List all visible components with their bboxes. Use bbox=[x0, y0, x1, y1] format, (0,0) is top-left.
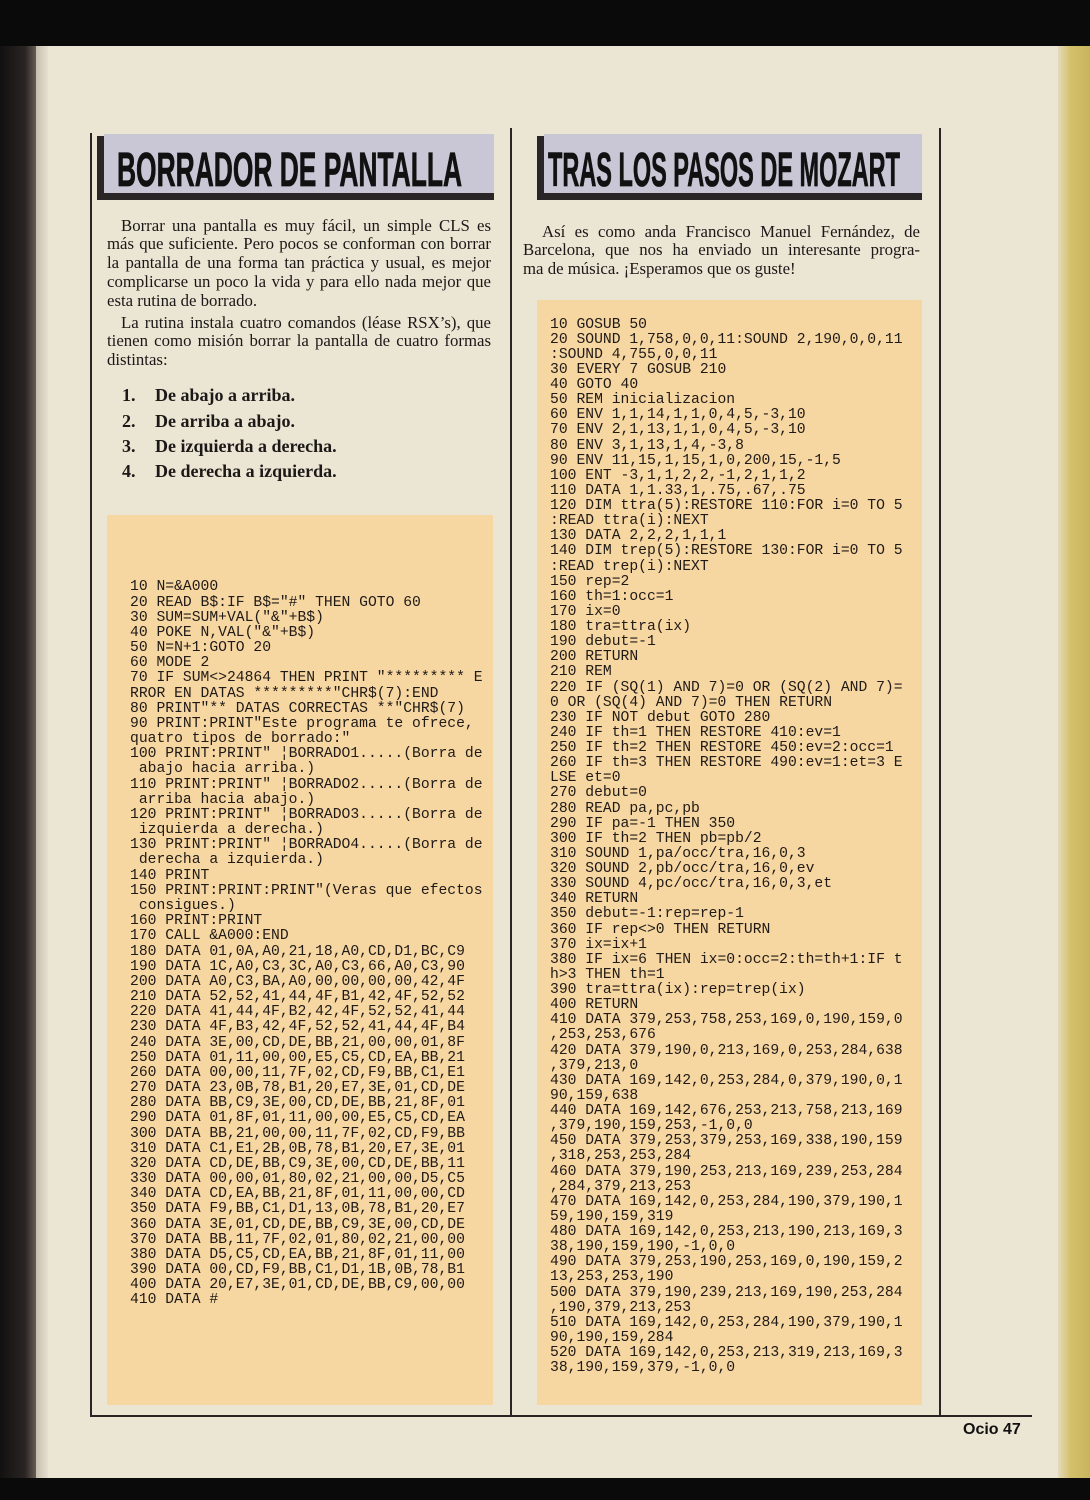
code-line: 320 DATA CD,DE,BB,C9,3E,00,CD,DE,BB,11 bbox=[130, 1155, 465, 1172]
code-line: 180 tra=ttra(ix) bbox=[550, 619, 692, 635]
code-line: 300 DATA BB,21,00,00,11,7F,02,CD,F9,BB bbox=[130, 1125, 465, 1142]
code-line: 130 PRINT:PRINT" ¦BORRADO4.....(Borra de bbox=[130, 837, 483, 854]
code-line: 380 IF ix=6 THEN ix=0:occ=2:th=th+1:IF t bbox=[550, 951, 903, 968]
code-line: 490 DATA 379,253,190,253,169,0,190,159,2 bbox=[550, 1254, 903, 1271]
code-line: 170 ix=0 bbox=[550, 603, 621, 620]
code-line: 400 DATA 20,E7,3E,01,CD,DE,BB,C9,00,00 bbox=[130, 1277, 465, 1294]
page-binding-edge bbox=[36, 46, 48, 1478]
code-line: 38,190,159,190,-1,0,0 bbox=[550, 1239, 736, 1256]
code-line: 100 ENT -3,1,1,2,2,-1,2,1,1,2 bbox=[550, 467, 806, 484]
right-column-rule bbox=[939, 128, 941, 1417]
code-line: 40 POKE N,VAL("&"+B$) bbox=[130, 624, 316, 641]
code-line: 420 DATA 379,190,0,213,169,0,253,284,638 bbox=[550, 1042, 903, 1059]
code-line: RROR EN DATAS *********"CHR$(7):END bbox=[130, 685, 439, 702]
code-line: 260 IF th=3 THEN RESTORE 490:ev=1:et=3 E bbox=[550, 755, 903, 772]
code-line: 340 RETURN bbox=[550, 891, 639, 908]
list-number: 4. bbox=[122, 461, 136, 481]
code-line: 400 RETURN bbox=[550, 997, 639, 1014]
scan-top-border bbox=[0, 0, 1090, 46]
code-line: :READ ttra(i):NEXT bbox=[550, 513, 709, 530]
code-line: 500 DATA 379,190,239,213,169,190,253,284 bbox=[550, 1284, 903, 1301]
code-line: 460 DATA 379,190,253,213,169,239,253,284 bbox=[550, 1163, 903, 1180]
code-line: 230 IF NOT debut GOTO 280 bbox=[550, 709, 771, 726]
code-line: 350 debut=-1:rep=rep-1 bbox=[550, 906, 744, 923]
code-line: 270 DATA 23,0B,78,B1,20,E7,3E,01,CD,DE bbox=[130, 1080, 465, 1097]
page-right-edge bbox=[1058, 46, 1090, 1478]
code-line: arriba hacia abajo.) bbox=[130, 791, 316, 808]
code-line: 470 DATA 169,142,0,253,284,190,379,190,1 bbox=[550, 1193, 903, 1210]
code-line: 60 ENV 1,1,14,1,1,0,4,5,-3,10 bbox=[550, 407, 806, 424]
code-line: quatro tipos de borrado:" bbox=[130, 731, 351, 748]
code-line: 340 DATA CD,EA,BB,21,8F,01,11,00,00,CD bbox=[130, 1186, 465, 1203]
paragraph-line: La rutina instala cuatro comandos (léase RSX’s), que bbox=[121, 312, 491, 332]
paragraph-line: esta rutina de borrado. bbox=[107, 290, 258, 310]
code-line: 40 GOTO 40 bbox=[550, 377, 639, 393]
list-item bbox=[122, 460, 422, 482]
code-line: 210 DATA 52,52,41,44,4F,B1,42,4F,52,52 bbox=[130, 989, 465, 1006]
code-line: 240 DATA 3E,00,CD,DE,BB,21,00,00,01,8F bbox=[130, 1034, 465, 1051]
code-line: :READ trep(i):NEXT bbox=[550, 558, 709, 575]
right-article-intro bbox=[523, 223, 920, 279]
code-line: 370 DATA BB,11,7F,02,01,80,02,21,00,00 bbox=[130, 1231, 465, 1248]
code-line: 170 CALL &A000:END bbox=[130, 928, 289, 945]
list-number: 3. bbox=[122, 436, 136, 456]
code-line: 290 IF pa=-1 THEN 350 bbox=[550, 815, 736, 832]
list-item bbox=[122, 435, 422, 457]
code-line: 90,159,638 bbox=[550, 1087, 639, 1104]
code-line: 280 READ pa,pc,pb bbox=[550, 800, 700, 817]
scan-bottom-border bbox=[0, 1478, 1090, 1500]
code-line: 360 DATA 3E,01,CD,DE,BB,C9,3E,00,CD,DE bbox=[130, 1216, 465, 1233]
code-line: 38,190,159,379,-1,0,0 bbox=[550, 1360, 736, 1377]
code-line: 380 DATA D5,C5,CD,EA,BB,21,8F,01,11,00 bbox=[130, 1246, 465, 1263]
code-line: 240 IF th=1 THEN RESTORE 410:ev=1 bbox=[550, 724, 841, 741]
list-item bbox=[122, 410, 422, 432]
code-line: 80 PRINT"** DATAS CORRECTAS **"CHR$(7) bbox=[130, 700, 465, 717]
code-line: ,318,253,253,284 bbox=[550, 1148, 692, 1165]
code-line: 120 DIM ttra(5):RESTORE 110:FOR i=0 TO 5 bbox=[550, 498, 903, 514]
code-line: 190 DATA 1C,A0,C3,3C,A0,C3,66,A0,C3,90 bbox=[130, 958, 465, 975]
code-line: 10 GOSUB 50 bbox=[550, 316, 647, 333]
code-line: LSE et=0 bbox=[550, 770, 621, 787]
paragraph-line: Barcelona, que nos ha enviado un interesante progra- bbox=[523, 240, 920, 260]
code-line: 90 PRINT:PRINT"Este programa te ofrece, bbox=[130, 715, 474, 732]
code-line: 300 IF th=2 THEN pb=pb/2 bbox=[550, 830, 762, 847]
code-line: derecha a izquierda.) bbox=[130, 852, 324, 869]
paragraph-line: complicarse un poco la vida y para ello nada mejor que bbox=[107, 271, 491, 291]
paragraph-line: más que suficiente. Pero pocos se conforman con borrar bbox=[107, 234, 491, 254]
code-line: consigues.) bbox=[130, 898, 236, 914]
code-line: ,284,379,213,253 bbox=[550, 1178, 692, 1195]
code-line: 190 debut=-1 bbox=[550, 634, 656, 651]
code-line: 150 rep=2 bbox=[550, 573, 630, 590]
code-line: 30 EVERY 7 GOSUB 210 bbox=[550, 361, 727, 378]
code-line: 450 DATA 379,253,379,253,169,338,190,159 bbox=[550, 1133, 903, 1150]
code-line: 320 SOUND 2,pb/occ/tra,16,0,ev bbox=[550, 861, 815, 877]
code-line: 440 DATA 169,142,676,253,213,758,213,169 bbox=[550, 1103, 903, 1119]
code-line: 350 DATA F9,BB,C1,D1,13,0B,78,B1,20,E7 bbox=[130, 1201, 465, 1218]
page-folio: Ocio 47 bbox=[963, 1421, 1021, 1438]
code-line: 260 DATA 00,00,11,7F,02,CD,F9,BB,C1,E1 bbox=[130, 1064, 465, 1081]
code-line: 370 ix=ix+1 bbox=[550, 936, 647, 953]
code-line: 360 IF rep<>0 THEN RETURN bbox=[550, 921, 771, 938]
code-line: 210 REM bbox=[550, 664, 612, 681]
right-code-listing bbox=[550, 318, 903, 1377]
list-number: 2. bbox=[122, 411, 136, 431]
code-line: 220 IF (SQ(1) AND 7)=0 OR (SQ(2) AND 7)= bbox=[550, 679, 903, 696]
code-line: 70 ENV 2,1,13,1,1,0,4,5,-3,10 bbox=[550, 422, 806, 439]
code-line: 70 IF SUM<>24864 THEN PRINT "********* E bbox=[130, 670, 483, 687]
code-line: 13,253,253,190 bbox=[550, 1269, 674, 1286]
code-line: ,190,379,213,253 bbox=[550, 1299, 692, 1316]
paragraph-line: Así es como anda Francisco Manuel Fernández, de bbox=[542, 221, 920, 241]
code-line: 270 debut=0 bbox=[550, 785, 647, 802]
code-line: 390 DATA 00,CD,F9,BB,C1,D1,1B,0B,78,B1 bbox=[130, 1262, 465, 1279]
code-line: 10 N=&A000 bbox=[130, 579, 219, 596]
paragraph-line: tienen como misión borrar la pantalla de cuatro formas bbox=[107, 331, 491, 351]
paragraph-line: distintas: bbox=[107, 350, 168, 370]
code-line: 90 ENV 11,15,1,15,1,0,200,15,-1,5 bbox=[550, 452, 841, 469]
right-article-heading bbox=[537, 130, 925, 202]
code-line: 330 SOUND 4,pc/occ/tra,16,0,3,et bbox=[550, 876, 833, 893]
code-line: 510 DATA 169,142,0,253,284,190,379,190,1 bbox=[550, 1314, 903, 1331]
paragraph-line: Borrar una pantalla es muy fácil, un simple CLS es bbox=[121, 215, 491, 235]
code-line: 130 DATA 2,2,2,1,1,1 bbox=[550, 528, 727, 545]
code-line: 250 DATA 01,11,00,00,E5,C5,CD,EA,BB,21 bbox=[130, 1049, 465, 1066]
code-line: 390 tra=ttra(ix):rep=trep(ix) bbox=[550, 982, 806, 998]
code-line: 60 MODE 2 bbox=[130, 655, 210, 672]
paragraph-line: la pantalla de una forma tan práctica y usual, es mejor bbox=[107, 253, 491, 273]
bottom-rule bbox=[90, 1415, 1032, 1417]
code-line: abajo hacia arriba.) bbox=[130, 761, 316, 778]
code-line: 50 REM inicializacion bbox=[550, 392, 736, 409]
code-line: 480 DATA 169,142,0,253,213,190,213,169,3 bbox=[550, 1224, 903, 1240]
list-number: 1. bbox=[122, 385, 136, 405]
paragraph-line: ma de música. ¡Esperamos que os guste! bbox=[523, 259, 796, 279]
code-line: 310 SOUND 1,pa/occ/tra,16,0,3 bbox=[550, 845, 806, 862]
code-line: 160 PRINT:PRINT bbox=[130, 913, 263, 930]
code-line: 200 DATA A0,C3,BA,A0,00,00,00,00,42,4F bbox=[130, 973, 465, 990]
code-line: 180 DATA 01,0A,A0,21,18,A0,CD,D1,BC,C9 bbox=[130, 943, 465, 960]
code-line: 250 IF th=2 THEN RESTORE 450:ev=2:occ=1 bbox=[550, 740, 894, 756]
code-line: 150 PRINT:PRINT:PRINT"(Veras que efectos bbox=[130, 882, 483, 899]
code-line: 310 DATA C1,E1,2B,0B,78,B1,20,E7,3E,01 bbox=[130, 1140, 465, 1157]
code-line: izquierda a derecha.) bbox=[130, 822, 324, 839]
right-article-title: TRAS LOS PASOS DE MOZART bbox=[548, 144, 900, 197]
list-text: De derecha a izquierda. bbox=[155, 461, 337, 481]
left-article-heading bbox=[97, 130, 497, 202]
code-line: 50 N=N+1:GOTO 20 bbox=[130, 640, 272, 657]
code-line: 30 SUM=SUM+VAL("&"+B$) bbox=[130, 609, 324, 626]
code-line: 140 PRINT bbox=[130, 867, 210, 884]
code-line: 410 DATA 379,253,758,253,169,0,190,159,0 bbox=[550, 1012, 903, 1029]
code-line: ,253,253,676 bbox=[550, 1027, 656, 1044]
code-line: 160 th=1:occ=1 bbox=[550, 588, 674, 605]
code-line: h>3 THEN th=1 bbox=[550, 966, 665, 983]
code-line: 140 DIM trep(5):RESTORE 130:FOR i=0 TO 5 bbox=[550, 543, 903, 560]
center-column-rule bbox=[510, 128, 512, 1417]
code-line: 20 SOUND 1,758,0,0,11:SOUND 2,190,0,0,11 bbox=[550, 331, 903, 348]
left-code-listing bbox=[130, 580, 483, 1308]
left-article-title: BORRADOR DE PANTALLA bbox=[117, 144, 462, 197]
code-line: :SOUND 4,755,0,0,11 bbox=[550, 346, 718, 363]
list-text: De arriba a abajo. bbox=[155, 411, 295, 431]
left-column-rule bbox=[90, 133, 92, 1417]
code-line: 200 RETURN bbox=[550, 649, 639, 666]
code-line: 59,190,159,319 bbox=[550, 1208, 674, 1225]
code-line: 80 ENV 3,1,13,1,4,-3,8 bbox=[550, 437, 744, 454]
code-line: 410 DATA # bbox=[130, 1292, 219, 1309]
code-line: ,379,190,159,253,-1,0,0 bbox=[550, 1118, 753, 1135]
page-binding-shadow bbox=[0, 46, 36, 1478]
left-article-second-paragraph bbox=[107, 314, 491, 370]
code-line: ,379,213,0 bbox=[550, 1057, 639, 1074]
code-line: 330 DATA 00,00,01,80,02,21,00,00,D5,C5 bbox=[130, 1171, 465, 1188]
code-line: 290 DATA 01,8F,01,11,00,00,E5,C5,CD,EA bbox=[130, 1110, 465, 1127]
left-article-intro bbox=[107, 217, 491, 311]
code-line: 110 DATA 1,1.33,1,.75,.67,.75 bbox=[550, 482, 806, 499]
code-line: 220 DATA 41,44,4F,B2,42,4F,52,52,41,44 bbox=[130, 1004, 465, 1021]
code-line: 90,190,159,284 bbox=[550, 1329, 674, 1346]
list-text: De abajo a arriba. bbox=[155, 385, 295, 405]
code-line: 110 PRINT:PRINT" ¦BORRADO2.....(Borra de bbox=[130, 776, 483, 793]
code-line: 430 DATA 169,142,0,253,284,0,379,190,0,1 bbox=[550, 1072, 903, 1089]
code-line: 520 DATA 169,142,0,253,213,319,213,169,3 bbox=[550, 1345, 903, 1361]
code-line: 120 PRINT:PRINT" ¦BORRADO3.....(Borra de bbox=[130, 806, 483, 823]
list-text: De izquierda a derecha. bbox=[155, 436, 337, 456]
code-line: 0 OR (SQ(4) AND 7)=0 THEN RETURN bbox=[550, 694, 833, 711]
code-line: 20 READ B$:IF B$="#" THEN GOTO 60 bbox=[130, 594, 421, 611]
code-line: 230 DATA 4F,B3,42,4F,52,52,41,44,4F,B4 bbox=[130, 1019, 465, 1036]
code-line: 100 PRINT:PRINT" ¦BORRADO1.....(Borra de bbox=[130, 746, 483, 763]
list-item bbox=[122, 384, 422, 406]
code-line: 280 DATA BB,C9,3E,00,CD,DE,BB,21,8F,01 bbox=[130, 1095, 465, 1112]
